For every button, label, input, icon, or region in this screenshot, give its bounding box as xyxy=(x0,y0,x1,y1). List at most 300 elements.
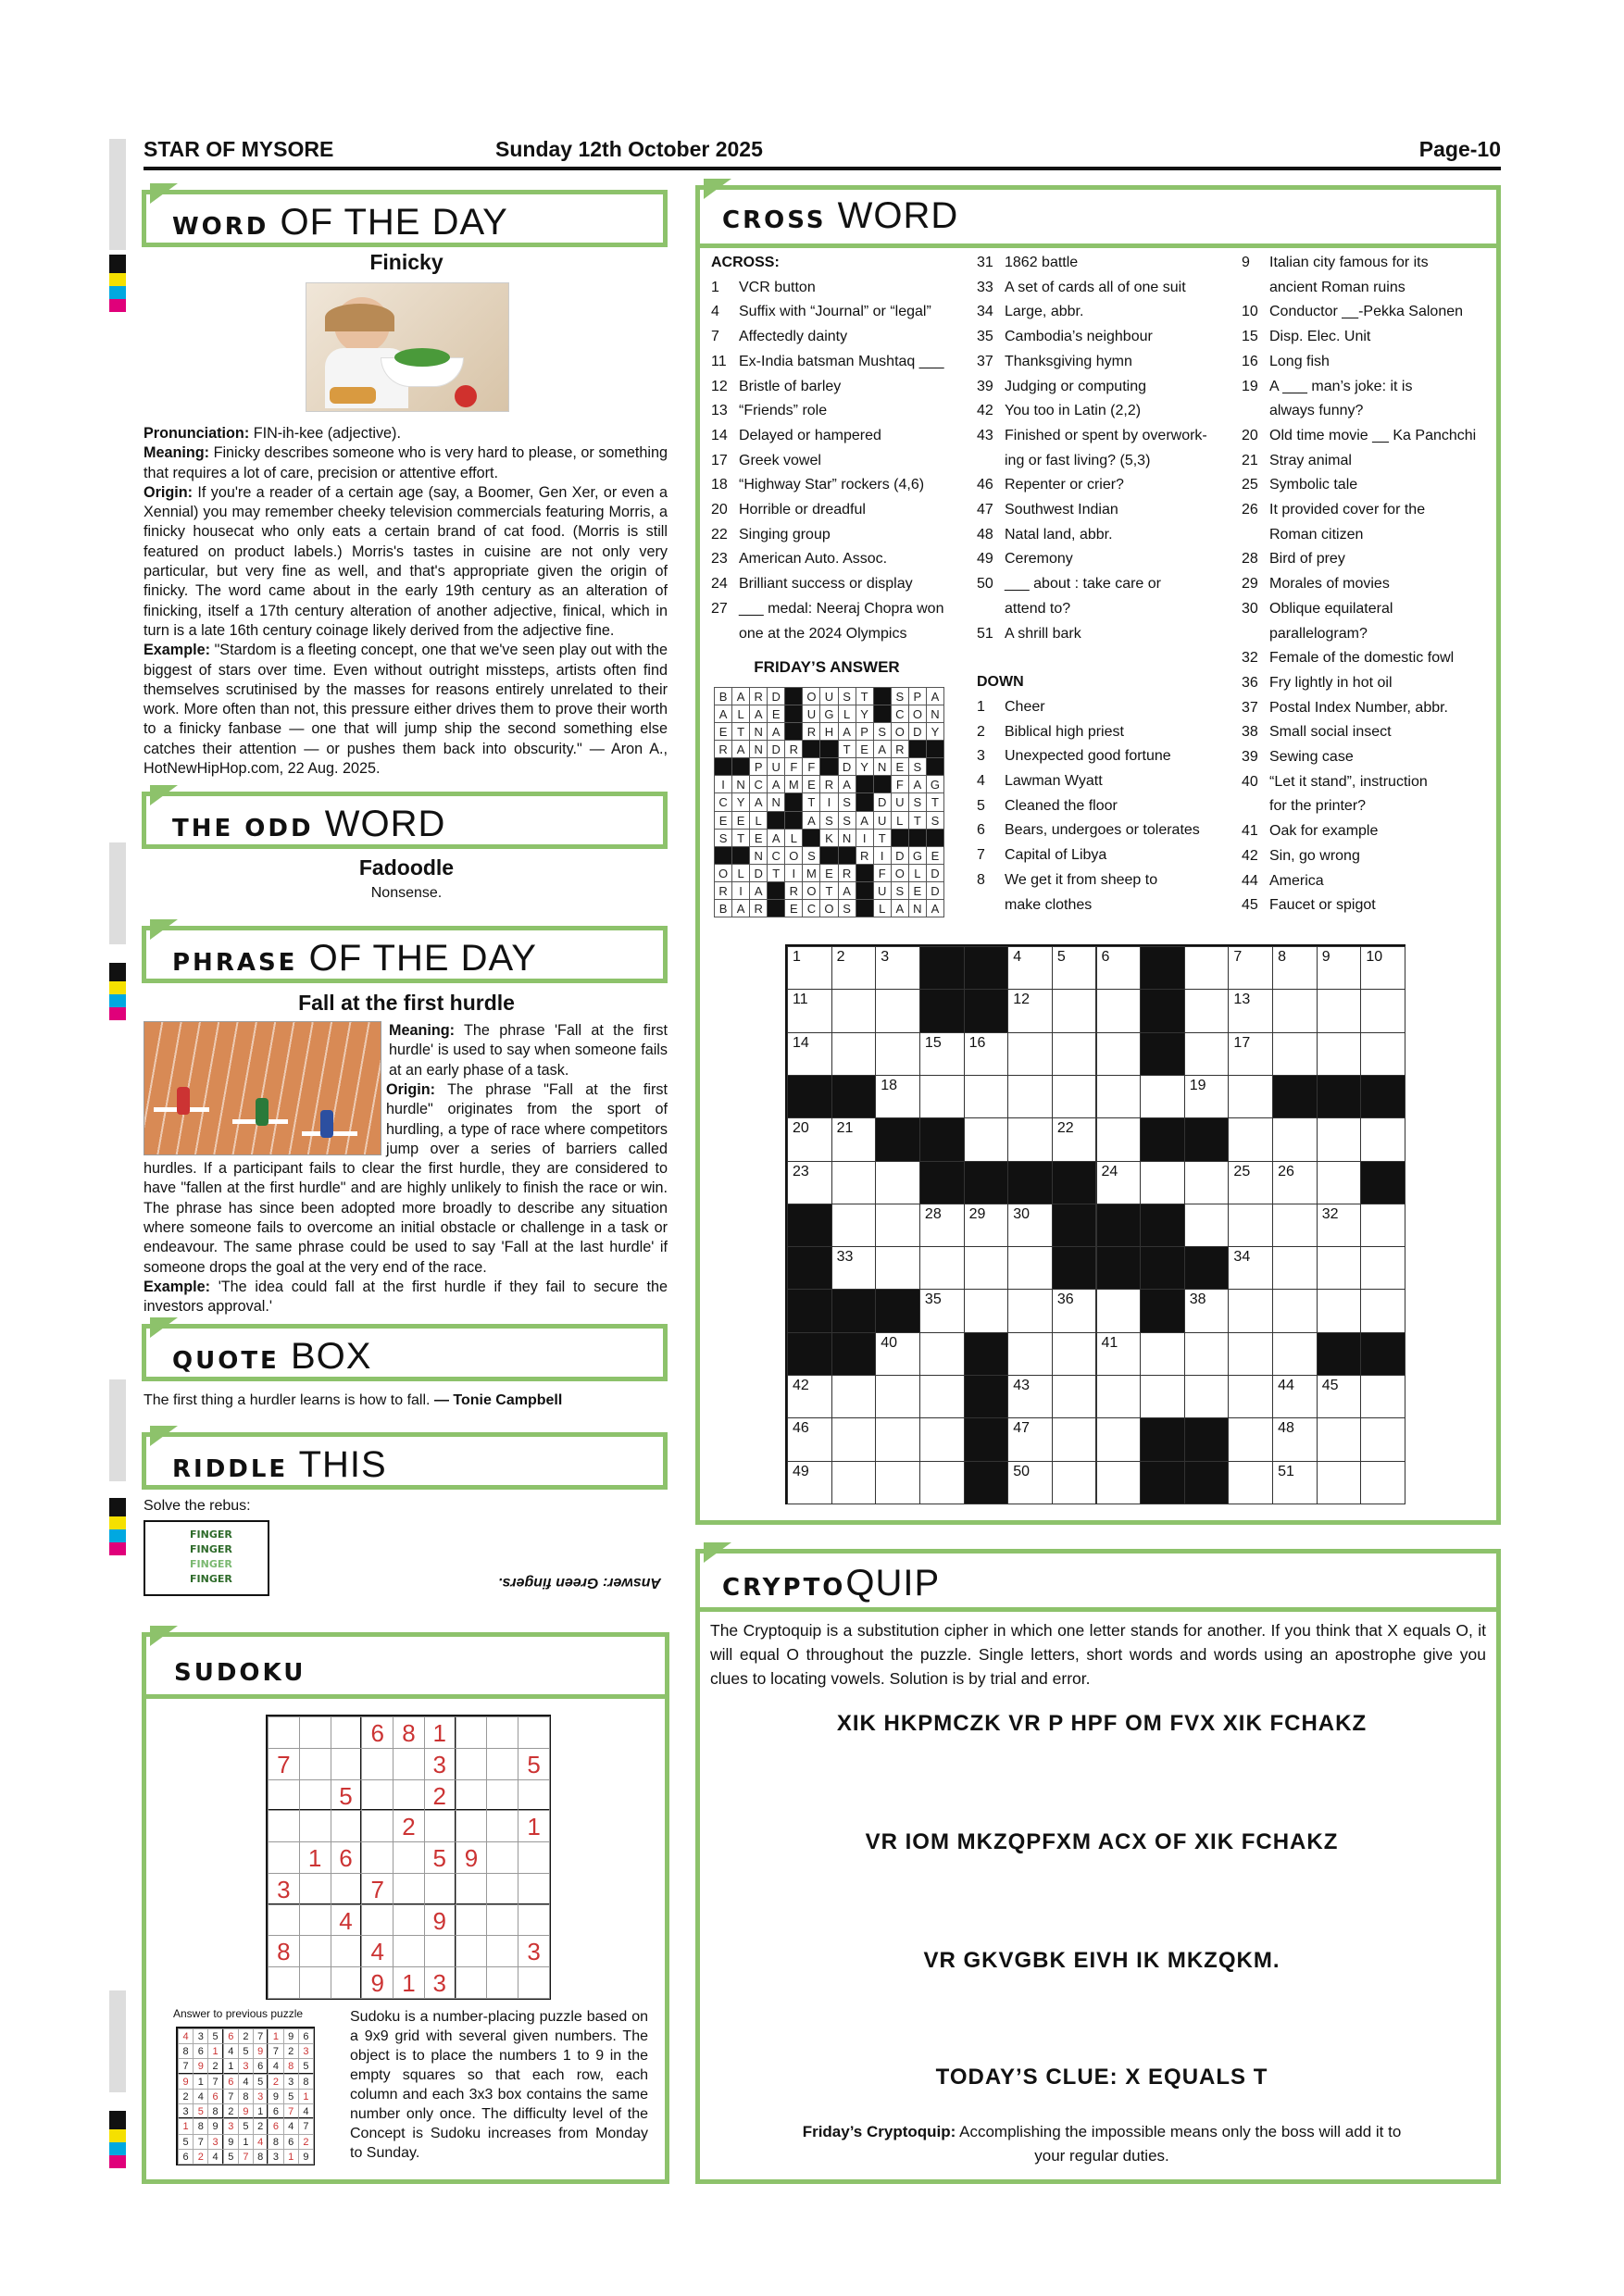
sudoku-cell[interactable] xyxy=(393,1748,425,1780)
sudoku-cell[interactable] xyxy=(299,1748,331,1780)
crossword-cell[interactable] xyxy=(1007,1332,1053,1376)
answer-cell: 2 xyxy=(268,2074,283,2090)
crossword-cell[interactable]: 30 xyxy=(1007,1204,1053,1247)
crossword-cell[interactable] xyxy=(1360,1461,1405,1504)
crossword-cell[interactable] xyxy=(1317,1461,1362,1504)
sudoku-cell[interactable] xyxy=(393,1873,425,1905)
sudoku-cell[interactable] xyxy=(424,1873,456,1905)
sudoku-cell[interactable] xyxy=(299,1810,331,1842)
sudoku-cell[interactable] xyxy=(486,1935,518,1967)
answer-cell xyxy=(926,740,944,758)
sudoku-cell[interactable] xyxy=(393,1779,425,1812)
crossword-cell[interactable]: 34 xyxy=(1228,1246,1273,1290)
crossword-grid[interactable] xyxy=(785,944,1405,1504)
answer-cell: I xyxy=(731,881,750,900)
crossword-cell[interactable] xyxy=(1228,1417,1273,1461)
crossword-cell[interactable] xyxy=(1360,1246,1405,1290)
rebus-word: FINGER xyxy=(190,1573,232,1585)
sudoku-cell[interactable] xyxy=(268,1966,300,1999)
crossword-block xyxy=(787,1246,832,1290)
answer-cell: L xyxy=(784,829,803,847)
crossword-cell[interactable] xyxy=(919,1375,965,1418)
crossword-cell[interactable] xyxy=(1360,1289,1405,1332)
sudoku-cell[interactable]: 4 xyxy=(361,1935,394,1967)
answer-cell: 2 xyxy=(238,2028,254,2044)
sudoku-cell[interactable] xyxy=(268,1904,300,1937)
crossword-cell[interactable]: 48 xyxy=(1272,1417,1318,1461)
crossword-cell[interactable] xyxy=(919,1417,965,1461)
sudoku-cell[interactable] xyxy=(456,1966,488,1999)
clue-text: Bears, undergoes or tolerates xyxy=(1005,822,1200,839)
sudoku-cell[interactable] xyxy=(393,1904,425,1937)
crossword-block xyxy=(1096,1246,1142,1290)
clue-number: 34 xyxy=(977,304,993,320)
clue-number: 30 xyxy=(1242,600,1258,617)
crossword-cell[interactable]: 46 xyxy=(787,1417,832,1461)
crossword-cell[interactable] xyxy=(831,1375,877,1418)
crossword-cell[interactable] xyxy=(831,1204,877,1247)
sudoku-cell[interactable] xyxy=(361,1904,394,1937)
sudoku-cell[interactable] xyxy=(299,1716,331,1749)
crossword-cell[interactable]: 45 xyxy=(1317,1375,1362,1418)
clue-number: 7 xyxy=(711,329,719,345)
crossword-cell[interactable]: 18 xyxy=(875,1075,920,1118)
crossword-cell[interactable]: 23 xyxy=(787,1161,832,1204)
crossword-block xyxy=(787,1289,832,1332)
answer-cell: A xyxy=(749,881,768,900)
sudoku-cell[interactable]: 6 xyxy=(361,1716,394,1749)
answer-cell: G xyxy=(908,846,927,865)
crossword-cell[interactable] xyxy=(1184,1332,1230,1376)
crossword-cell[interactable] xyxy=(1184,1375,1230,1418)
sudoku-cell[interactable]: 3 xyxy=(424,1966,456,1999)
answer-cell: 7 xyxy=(298,2118,314,2134)
answer-cell: 5 xyxy=(253,2074,269,2090)
crossword-cell[interactable] xyxy=(875,989,920,1032)
clue-text: Biblical high priest xyxy=(1005,723,1124,740)
crossword-cell[interactable] xyxy=(875,1246,920,1290)
crossword-cell[interactable] xyxy=(1272,1117,1318,1161)
crossword-cell[interactable] xyxy=(1140,1161,1185,1204)
answer-cell xyxy=(908,829,927,847)
sudoku-cell[interactable] xyxy=(486,1873,518,1905)
sudoku-cell[interactable]: 7 xyxy=(361,1873,394,1905)
answer-cell: T xyxy=(731,829,750,847)
answer-cell: S xyxy=(838,792,856,811)
crossword-cell[interactable]: 14 xyxy=(787,1032,832,1076)
crossword-block xyxy=(1096,1204,1142,1247)
crossword-cell[interactable] xyxy=(875,1161,920,1204)
sudoku-cell[interactable] xyxy=(456,1873,488,1905)
crossword-cell[interactable]: 51 xyxy=(1272,1461,1318,1504)
clue-text: Capital of Libya xyxy=(1005,847,1107,864)
crossword-cell[interactable] xyxy=(1052,1417,1097,1461)
crossword-cell[interactable] xyxy=(1317,1246,1362,1290)
clue-text: Suffix with “Journal” or “legal” xyxy=(739,304,931,320)
clue-item xyxy=(977,893,1236,918)
answer-cell: A xyxy=(767,829,785,847)
sudoku-cell[interactable] xyxy=(361,1779,394,1812)
crossword-cell[interactable]: 28 xyxy=(919,1204,965,1247)
sudoku-cell[interactable] xyxy=(299,1779,331,1812)
crossword-cell[interactable]: 4 xyxy=(1007,946,1053,990)
clue-item xyxy=(977,300,1236,325)
sudoku-cell[interactable]: 1 xyxy=(393,1966,425,1999)
crossword-cell[interactable] xyxy=(1096,1117,1142,1161)
sudoku-cell[interactable] xyxy=(268,1716,300,1749)
crossword-cell[interactable] xyxy=(1272,989,1318,1032)
rebus-word: FINGER xyxy=(190,1558,232,1570)
crossword-cell[interactable] xyxy=(964,1246,1009,1290)
sudoku-cell[interactable]: 3 xyxy=(268,1873,300,1905)
sudoku-cell[interactable] xyxy=(486,1779,518,1812)
clue-number: 28 xyxy=(1242,551,1258,568)
crossword-cell[interactable]: 24 xyxy=(1096,1161,1142,1204)
sudoku-cell[interactable] xyxy=(331,1716,363,1749)
sudoku-cell[interactable] xyxy=(361,1748,394,1780)
sudoku-cell[interactable] xyxy=(331,1810,363,1842)
crossword-cell[interactable]: 22 xyxy=(1052,1117,1097,1161)
crossword-cell[interactable] xyxy=(1096,1289,1142,1332)
crossword-block xyxy=(1360,1332,1405,1376)
crossword-cell[interactable] xyxy=(1228,1204,1273,1247)
crossword-cell[interactable]: 21 xyxy=(831,1117,877,1161)
sudoku-cell[interactable]: 6 xyxy=(331,1841,363,1874)
crossword-cell[interactable] xyxy=(831,1161,877,1204)
crossword-cell[interactable]: 10 xyxy=(1360,946,1405,990)
crossword-cell[interactable] xyxy=(1317,1417,1362,1461)
clue-number xyxy=(1242,399,1269,424)
sudoku-cell[interactable] xyxy=(299,1935,331,1967)
crossword-cell[interactable] xyxy=(1272,1332,1318,1376)
crossword-cell[interactable] xyxy=(1140,1075,1185,1118)
crossword-cell[interactable] xyxy=(1228,1289,1273,1332)
sudoku-cell[interactable]: 1 xyxy=(424,1716,456,1749)
across-clues-col2 xyxy=(977,251,1236,917)
sudoku-cell[interactable] xyxy=(361,1841,394,1874)
crossword-cell[interactable] xyxy=(1272,1204,1318,1247)
crossword-block xyxy=(1140,1461,1185,1504)
answer-cell: A xyxy=(731,899,750,917)
crossword-cell[interactable] xyxy=(1228,1461,1273,1504)
crossword-cell[interactable] xyxy=(919,1461,965,1504)
crossword-cell[interactable]: 42 xyxy=(787,1375,832,1418)
crossword-cell[interactable] xyxy=(1096,989,1142,1032)
crossword-cell[interactable] xyxy=(1052,1375,1097,1418)
sudoku-cell[interactable]: 2 xyxy=(424,1779,456,1812)
crossword-cell[interactable]: 6 xyxy=(1096,946,1142,990)
answer-cell xyxy=(891,829,909,847)
sudoku-cell[interactable] xyxy=(456,1904,488,1937)
crossword-cell[interactable] xyxy=(1360,1204,1405,1247)
crossword-cell[interactable] xyxy=(831,1032,877,1076)
clue-text: parallelogram? xyxy=(1269,625,1368,642)
crossword-cell[interactable]: 17 xyxy=(1228,1032,1273,1076)
crossword-cell[interactable] xyxy=(1317,1161,1362,1204)
crossword-cell[interactable]: 15 xyxy=(919,1032,965,1076)
section-title-bold: SUDOKU xyxy=(174,1659,306,1687)
clue-number: 44 xyxy=(1242,872,1258,889)
sudoku-cell[interactable]: 9 xyxy=(456,1841,488,1874)
sudoku-cell[interactable] xyxy=(331,1748,363,1780)
crossword-cell[interactable]: 7 xyxy=(1228,946,1273,990)
crossword-cell[interactable] xyxy=(875,1032,920,1076)
answer-cell: T xyxy=(731,722,750,741)
answer-cell: 8 xyxy=(253,2149,269,2165)
crossword-cell[interactable] xyxy=(1228,1332,1273,1376)
crossword-cell[interactable] xyxy=(831,989,877,1032)
sudoku-cell[interactable] xyxy=(518,1841,550,1874)
crossword-cell[interactable]: 33 xyxy=(831,1246,877,1290)
crossword-cell[interactable]: 5 xyxy=(1052,946,1097,990)
crossword-cell[interactable]: 32 xyxy=(1317,1204,1362,1247)
crossword-cell[interactable] xyxy=(1007,1032,1053,1076)
crossword-cell[interactable] xyxy=(1184,1204,1230,1247)
sudoku-cell[interactable] xyxy=(268,1810,300,1842)
answer-cell: A xyxy=(731,687,750,705)
clue-number: 1 xyxy=(977,698,985,715)
sudoku-cell[interactable]: 4 xyxy=(331,1904,363,1937)
crossword-cell[interactable]: 50 xyxy=(1007,1461,1053,1504)
crossword-cell[interactable] xyxy=(1052,989,1097,1032)
sudoku-cell[interactable]: 7 xyxy=(268,1748,300,1780)
crossword-cell[interactable] xyxy=(1096,1375,1142,1418)
answer-cell: 7 xyxy=(268,2043,283,2059)
answer-cell: S xyxy=(802,846,820,865)
crossword-cell[interactable] xyxy=(1052,1075,1097,1118)
crossword-cell[interactable] xyxy=(1360,989,1405,1032)
crossword-cell[interactable] xyxy=(964,1117,1009,1161)
crossword-cell[interactable] xyxy=(1360,1117,1405,1161)
answer-cell: E xyxy=(856,740,874,758)
crossword-cell[interactable]: 26 xyxy=(1272,1161,1318,1204)
crossword-cell[interactable] xyxy=(875,1204,920,1247)
crossword-cell[interactable] xyxy=(919,1246,965,1290)
sudoku-cell[interactable] xyxy=(518,1779,550,1812)
answer-cell: Y xyxy=(926,722,944,741)
crossword-cell[interactable] xyxy=(1317,1117,1362,1161)
phrase-of-day: Fall at the first hurdle xyxy=(298,991,515,1015)
crossword-cell[interactable]: 13 xyxy=(1228,989,1273,1032)
crossword-cell[interactable] xyxy=(1096,1075,1142,1118)
sudoku-cell[interactable] xyxy=(518,1966,550,1999)
sudoku-cell[interactable] xyxy=(299,1873,331,1905)
crossword-cell[interactable] xyxy=(1184,989,1230,1032)
crossword-cell[interactable] xyxy=(919,1332,965,1376)
crossword-cell[interactable]: 40 xyxy=(875,1332,920,1376)
crossword-cell[interactable]: 36 xyxy=(1052,1289,1097,1332)
answer-cell: 5 xyxy=(238,2043,254,2059)
crossword-cell[interactable] xyxy=(875,1461,920,1504)
crossword-cell[interactable]: 25 xyxy=(1228,1161,1273,1204)
crossword-cell[interactable] xyxy=(875,1375,920,1418)
crossword-cell[interactable] xyxy=(1140,1375,1185,1418)
sudoku-cell[interactable] xyxy=(424,1810,456,1842)
crossword-cell[interactable]: 49 xyxy=(787,1461,832,1504)
crossword-cell[interactable]: 16 xyxy=(964,1032,1009,1076)
sudoku-cell[interactable] xyxy=(456,1716,488,1749)
answer-cell: 4 xyxy=(283,2118,299,2134)
sudoku-cell[interactable] xyxy=(456,1935,488,1967)
crossword-cell[interactable]: 35 xyxy=(919,1289,965,1332)
sudoku-cell[interactable] xyxy=(299,1904,331,1937)
answer-cell: 9 xyxy=(268,2089,283,2104)
sudoku-cell[interactable] xyxy=(393,1935,425,1967)
sudoku-cell[interactable]: 8 xyxy=(268,1935,300,1967)
crossword-cell[interactable] xyxy=(1184,946,1230,990)
crossword-block xyxy=(1140,1032,1185,1076)
crossword-cell[interactable]: 11 xyxy=(787,989,832,1032)
crossword-cell[interactable] xyxy=(1052,1461,1097,1504)
crossword-cell[interactable]: 44 xyxy=(1272,1375,1318,1418)
crossword-cell[interactable] xyxy=(964,1289,1009,1332)
crossword-cell[interactable]: 8 xyxy=(1272,946,1318,990)
clue-number: 24 xyxy=(711,576,728,593)
answer-cell: 9 xyxy=(193,2058,208,2074)
word-of-day: Finicky xyxy=(369,250,443,274)
clue-item xyxy=(977,622,1236,647)
sudoku-cell[interactable]: 3 xyxy=(518,1935,550,1967)
sudoku-cell[interactable]: 9 xyxy=(361,1966,394,1999)
crossword-cell[interactable] xyxy=(1007,1246,1053,1290)
crossword-cell[interactable]: 9 xyxy=(1317,946,1362,990)
crossword-cell[interactable] xyxy=(1272,1032,1318,1076)
sudoku-cell[interactable] xyxy=(331,1935,363,1967)
clue-number: 41 xyxy=(1242,823,1258,840)
crossword-cell[interactable] xyxy=(1184,1161,1230,1204)
answer-cell: S xyxy=(908,792,927,811)
sudoku-cell[interactable] xyxy=(456,1748,488,1780)
crossword-cell[interactable] xyxy=(1052,1032,1097,1076)
crossword-cell[interactable]: 19 xyxy=(1184,1075,1230,1118)
answer-cell: 5 xyxy=(238,2118,254,2134)
clue-item xyxy=(1242,869,1501,894)
answer-cell: Y xyxy=(856,705,874,723)
sudoku-cell[interactable] xyxy=(486,1716,518,1749)
clue-number: 6 xyxy=(977,822,985,839)
clue-item xyxy=(711,473,970,498)
crossword-cell[interactable]: 3 xyxy=(875,946,920,990)
crossword-block xyxy=(964,1332,1009,1376)
sudoku-cell[interactable] xyxy=(331,1966,363,1999)
sudoku-cell[interactable]: 5 xyxy=(331,1779,363,1812)
crossword-cell[interactable] xyxy=(831,1461,877,1504)
clue-text: 1862 battle xyxy=(1005,255,1079,270)
answer-cell: L xyxy=(749,811,768,830)
sudoku-cell[interactable] xyxy=(486,1966,518,1999)
crossword-cell[interactable] xyxy=(1007,1289,1053,1332)
sudoku-cell[interactable]: 2 xyxy=(393,1810,425,1842)
sudoku-cell[interactable] xyxy=(518,1873,550,1905)
clue-number: 37 xyxy=(1242,699,1258,716)
crossword-cell[interactable]: 47 xyxy=(1007,1417,1053,1461)
sudoku-cell[interactable]: 8 xyxy=(393,1716,425,1749)
crossword-cell[interactable] xyxy=(1360,1032,1405,1076)
clue-number: 22 xyxy=(711,526,728,543)
crossword-cell[interactable]: 12 xyxy=(1007,989,1053,1032)
crossword-cell[interactable] xyxy=(1096,1417,1142,1461)
sudoku-cell[interactable] xyxy=(331,1873,363,1905)
crossword-block xyxy=(919,1117,965,1161)
crossword-cell[interactable]: 41 xyxy=(1096,1332,1142,1376)
answer-cell: 5 xyxy=(223,2149,239,2165)
sudoku-cell[interactable] xyxy=(393,1841,425,1874)
crossword-cell[interactable] xyxy=(1184,1032,1230,1076)
crossword-cell[interactable]: 29 xyxy=(964,1204,1009,1247)
sudoku-cell[interactable] xyxy=(486,1810,518,1842)
answer-cell: D xyxy=(767,740,785,758)
crossword-cell[interactable] xyxy=(875,1417,920,1461)
crossword-cell[interactable] xyxy=(1140,1332,1185,1376)
sudoku-cell[interactable] xyxy=(456,1779,488,1812)
crossword-cell[interactable] xyxy=(1052,1332,1097,1376)
crossword-cell[interactable] xyxy=(1272,1246,1318,1290)
crossword-cell[interactable] xyxy=(964,1075,1009,1118)
crossword-cell[interactable] xyxy=(1228,1075,1273,1118)
sudoku-cell[interactable] xyxy=(486,1748,518,1780)
clue-text: Affectedly dainty xyxy=(739,329,848,345)
crossword-cell[interactable] xyxy=(919,1075,965,1118)
sudoku-cell[interactable] xyxy=(518,1716,550,1749)
sudoku-cell[interactable]: 5 xyxy=(424,1841,456,1874)
crossword-cell[interactable] xyxy=(1228,1375,1273,1418)
section-title-bold: QUOTE xyxy=(172,1347,280,1375)
sudoku-cell[interactable] xyxy=(456,1810,488,1842)
sudoku-grid[interactable] xyxy=(266,1715,551,2000)
clue-item xyxy=(1242,251,1501,276)
crossword-cell[interactable] xyxy=(1228,1117,1273,1161)
crossword-cell[interactable]: 1 xyxy=(787,946,832,990)
crossword-cell[interactable] xyxy=(1007,1117,1053,1161)
crossword-cell[interactable] xyxy=(1360,1417,1405,1461)
sudoku-cell[interactable] xyxy=(518,1904,550,1937)
crossword-cell[interactable] xyxy=(1096,1461,1142,1504)
crossword-cell[interactable] xyxy=(1317,989,1362,1032)
crossword-cell[interactable] xyxy=(1272,1289,1318,1332)
crossword-cell[interactable] xyxy=(1317,1289,1362,1332)
crossword-block xyxy=(875,1289,920,1332)
sudoku-cell[interactable]: 3 xyxy=(424,1748,456,1780)
answer-cell xyxy=(856,792,874,811)
sudoku-cell[interactable]: 1 xyxy=(299,1841,331,1874)
answer-cell: 7 xyxy=(283,2103,299,2119)
sudoku-cell[interactable] xyxy=(486,1841,518,1874)
crossword-cell[interactable] xyxy=(831,1417,877,1461)
sudoku-cell[interactable] xyxy=(486,1904,518,1937)
crossword-cell[interactable]: 20 xyxy=(787,1117,832,1161)
sudoku-cell[interactable] xyxy=(424,1935,456,1967)
sudoku-cell[interactable] xyxy=(268,1779,300,1812)
answer-cell xyxy=(856,864,874,882)
color-registration-marks xyxy=(109,1498,126,1555)
crossword-cell[interactable]: 38 xyxy=(1184,1289,1230,1332)
crossword-cell[interactable] xyxy=(1096,1032,1142,1076)
answer-cell: 6 xyxy=(207,2089,223,2104)
section-title-bold: CROSS xyxy=(722,206,827,234)
sudoku-cell[interactable]: 1 xyxy=(518,1810,550,1842)
sudoku-cell[interactable]: 9 xyxy=(424,1904,456,1937)
crossword-cell[interactable]: 2 xyxy=(831,946,877,990)
sudoku-cell[interactable] xyxy=(299,1966,331,1999)
crossword-cell[interactable] xyxy=(1007,1075,1053,1118)
answer-cell: 6 xyxy=(253,2058,269,2074)
crossword-cell[interactable] xyxy=(1317,1032,1362,1076)
crossword-cell[interactable]: 43 xyxy=(1007,1375,1053,1418)
crossword-cell[interactable] xyxy=(1360,1375,1405,1418)
sudoku-cell[interactable] xyxy=(268,1841,300,1874)
sudoku-cell[interactable]: 5 xyxy=(518,1748,550,1780)
sudoku-cell[interactable] xyxy=(361,1810,394,1842)
